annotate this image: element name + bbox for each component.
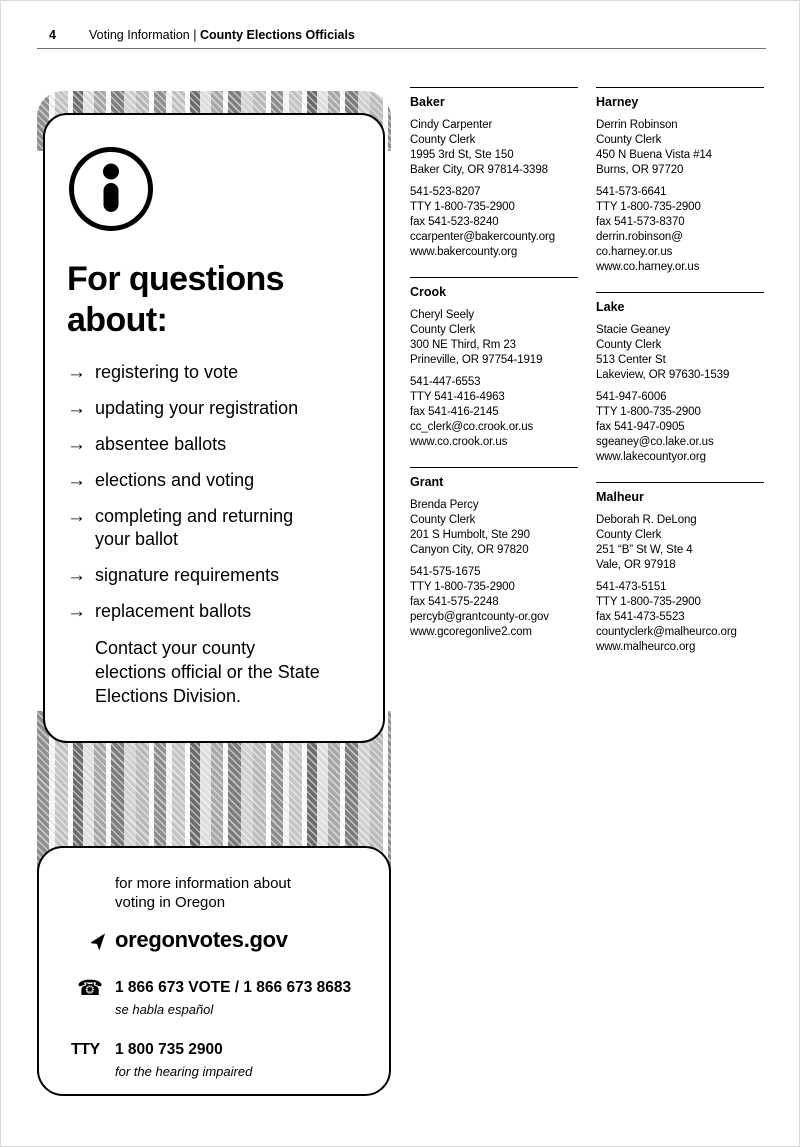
county-address-block: [596, 513, 766, 573]
county-contact-line[interactable]: derrin.robinson@: [596, 231, 683, 243]
county-contact-line: County Clerk: [410, 324, 476, 336]
county-name: Crook: [410, 285, 447, 299]
county-contact-line[interactable]: www.gcoregonlive2.com: [410, 626, 532, 638]
county-contact-line: Baker City, OR 97814-3398: [410, 164, 548, 176]
county-contact-line[interactable]: www.co.crook.or.us: [410, 436, 508, 448]
county-contact-line: fax 541-473-5523: [596, 611, 685, 623]
county-contact-line: Stacie Geaney: [596, 324, 671, 336]
arrow-bullet-icon: →: [67, 362, 86, 383]
info-item-label: replacement ballots: [95, 601, 252, 621]
county-contact-line: Burns, OR 97720: [596, 164, 684, 176]
county-contact-line: 1995 3rd St, Ste 150: [410, 149, 514, 161]
county-divider: [596, 482, 764, 483]
county-contact-line[interactable]: www.malheurco.org: [596, 641, 696, 653]
county-name: Harney: [596, 95, 639, 109]
county-contact-line: Deborah R. DeLong: [596, 514, 697, 526]
page-header: [89, 28, 355, 42]
county-contact-line[interactable]: www.co.harney.or.us: [596, 261, 700, 273]
county-name: Baker: [410, 95, 445, 109]
info-list-item: [67, 433, 369, 456]
more-info-row: [39, 874, 389, 912]
county-contact-line[interactable]: www.lakecountyor.org: [596, 451, 706, 463]
county-contact-line: Lakeview, OR 97630-1539: [596, 369, 730, 381]
phone-number: 1 866 673 VOTE / 1 866 673 8683: [115, 979, 352, 996]
tty-note: for the hearing impaired: [115, 1064, 253, 1079]
county-column-right: [596, 87, 766, 672]
county-contact-line: County Clerk: [596, 134, 662, 146]
info-list-item: [67, 600, 369, 623]
arrow-bullet-icon: →: [67, 398, 86, 419]
county-contact-line: TTY 1-800-735-2900: [410, 581, 515, 593]
county-contact-line: Canyon City, OR 97820: [410, 544, 529, 556]
county-contact-block: [596, 580, 766, 655]
county-contact-line[interactable]: percyb@grantcounty-or.gov: [410, 611, 549, 623]
county-contact-line: County Clerk: [410, 514, 476, 526]
county-contact-line: TTY 1-800-735-2900: [596, 406, 701, 418]
county-contact-line: 201 S Humbolt, Ste 290: [410, 529, 530, 541]
county-contact-block: [596, 390, 766, 465]
county-contact-line: Vale, OR 97918: [596, 559, 676, 571]
header-title: County Elections Officials: [199, 28, 355, 42]
county-contact-block: [596, 185, 766, 275]
arrow-bullet-icon: →: [67, 565, 86, 586]
tty-number: 1 800 735 2900: [115, 1041, 223, 1058]
county-contact-line: 541-573-6641: [596, 186, 667, 198]
info-item-label: elections and voting: [95, 470, 255, 490]
county-name: Lake: [596, 300, 625, 314]
phone-icon: ☎: [77, 977, 104, 1000]
county-contact-line: Brenda Percy: [410, 499, 479, 511]
county-contact-line: co.harney.or.us: [596, 246, 673, 258]
county-entry: [596, 482, 766, 672]
county-contact-line: fax 541-523-8240: [410, 216, 499, 228]
info-list-item: [67, 564, 369, 587]
county-entry: [596, 292, 766, 482]
info-item-label: updating your registration: [95, 398, 299, 418]
county-entry: [410, 467, 580, 657]
county-contact-block: [410, 375, 580, 450]
county-entry: [410, 277, 580, 467]
county-contact-line: fax 541-416-2145: [410, 406, 499, 418]
county-contact-line: 541-447-6553: [410, 376, 481, 388]
navigation-arrow-icon: [69, 928, 115, 955]
info-list-item: [67, 469, 369, 492]
tty-row: [39, 1041, 389, 1079]
county-contact-line: fax 541-573-8370: [596, 216, 685, 228]
phone-note: se habla español: [115, 1002, 214, 1017]
county-contact-line: County Clerk: [410, 134, 476, 146]
questions-panel: [43, 113, 385, 743]
county-divider: [596, 87, 764, 88]
county-contact-line[interactable]: sgeaney@co.lake.or.us: [596, 436, 714, 448]
info-item-label: registering to vote: [95, 362, 239, 382]
county-contact-line[interactable]: countyclerk@malheurco.org: [596, 626, 737, 638]
county-contact-line[interactable]: www.bakercounty.org: [410, 246, 518, 258]
info-list-item: [67, 505, 369, 551]
county-divider: [596, 292, 764, 293]
county-entry: [410, 87, 580, 277]
county-contact-line: 513 Center St: [596, 354, 666, 366]
county-contact-line: County Clerk: [596, 529, 662, 541]
county-divider: [410, 87, 578, 88]
county-contact-line: 300 NE Third, Rm 23: [410, 339, 516, 351]
info-card: [37, 91, 391, 1096]
info-item-label: absentee ballots: [95, 434, 227, 454]
info-list: [67, 361, 369, 623]
county-address-block: [410, 308, 580, 368]
county-address-block: [410, 498, 580, 558]
info-item-label: completing and returning your ballot: [95, 506, 294, 549]
county-divider: [410, 467, 578, 468]
county-contact-line: 541-575-1675: [410, 566, 481, 578]
info-item-label: signature requirements: [95, 565, 280, 585]
county-contact-line: 541-947-6006: [596, 391, 667, 403]
county-contact-line: 541-473-5151: [596, 581, 667, 593]
header-divider: [37, 48, 766, 49]
page-number: 4: [49, 28, 56, 42]
tty-label: TTY: [71, 1041, 100, 1058]
county-contact-line: fax 541-947-0905: [596, 421, 685, 433]
county-contact-line: fax 541-575-2248: [410, 596, 499, 608]
county-contact-line: Derrin Robinson: [596, 119, 678, 131]
county-contact-line: County Clerk: [596, 339, 662, 351]
county-contact-line: Prineville, OR 97754-1919: [410, 354, 543, 366]
header-separator: |: [193, 28, 197, 42]
county-contact-line: 251 “B” St W, Ste 4: [596, 544, 693, 556]
contact-panel: [37, 846, 391, 1096]
county-divider: [410, 277, 578, 278]
county-contact-line: TTY 1-800-735-2900: [410, 201, 515, 213]
arrow-bullet-icon: →: [67, 506, 86, 527]
header-section: Voting Information: [89, 28, 190, 42]
county-entry: [596, 87, 766, 292]
county-contact-line: Cheryl Seely: [410, 309, 474, 321]
county-address-block: [410, 118, 580, 178]
county-contact-line: TTY 541-416-4963: [410, 391, 505, 403]
questions-heading: For questions about:: [67, 260, 284, 339]
county-contact-line: Cindy Carpenter: [410, 119, 493, 131]
more-info-text: for more information about voting in Oregon: [115, 875, 291, 911]
county-contact-line[interactable]: ccarpenter@bakercounty.org: [410, 231, 556, 243]
info-icon: [67, 145, 369, 233]
county-contact-line: 450 N Buena Vista #14: [596, 149, 712, 161]
county-directory: [410, 87, 766, 672]
county-name: Grant: [410, 475, 444, 489]
county-name: Malheur: [596, 490, 644, 504]
arrow-bullet-icon: →: [67, 601, 86, 622]
county-contact-line: TTY 1-800-735-2900: [596, 596, 701, 608]
county-contact-block: [410, 185, 580, 260]
arrow-bullet-icon: →: [67, 470, 86, 491]
county-address-block: [596, 118, 766, 178]
county-address-block: [596, 323, 766, 383]
website-link[interactable]: oregonvotes.gov: [115, 927, 288, 952]
website-row: [39, 928, 389, 955]
county-contact-line[interactable]: cc_clerk@co.crook.or.us: [410, 421, 534, 433]
county-contact-line: 541-523-8207: [410, 186, 481, 198]
county-contact-block: [410, 565, 580, 640]
county-contact-line: TTY 1-800-735-2900: [596, 201, 701, 213]
contact-note: Contact your county elections official or the State Elections Division.: [95, 638, 320, 706]
arrow-bullet-icon: →: [67, 434, 86, 455]
info-list-item: [67, 361, 369, 384]
phone-row: [39, 979, 389, 1017]
info-list-item: [67, 397, 369, 420]
county-column-left: [410, 87, 580, 672]
